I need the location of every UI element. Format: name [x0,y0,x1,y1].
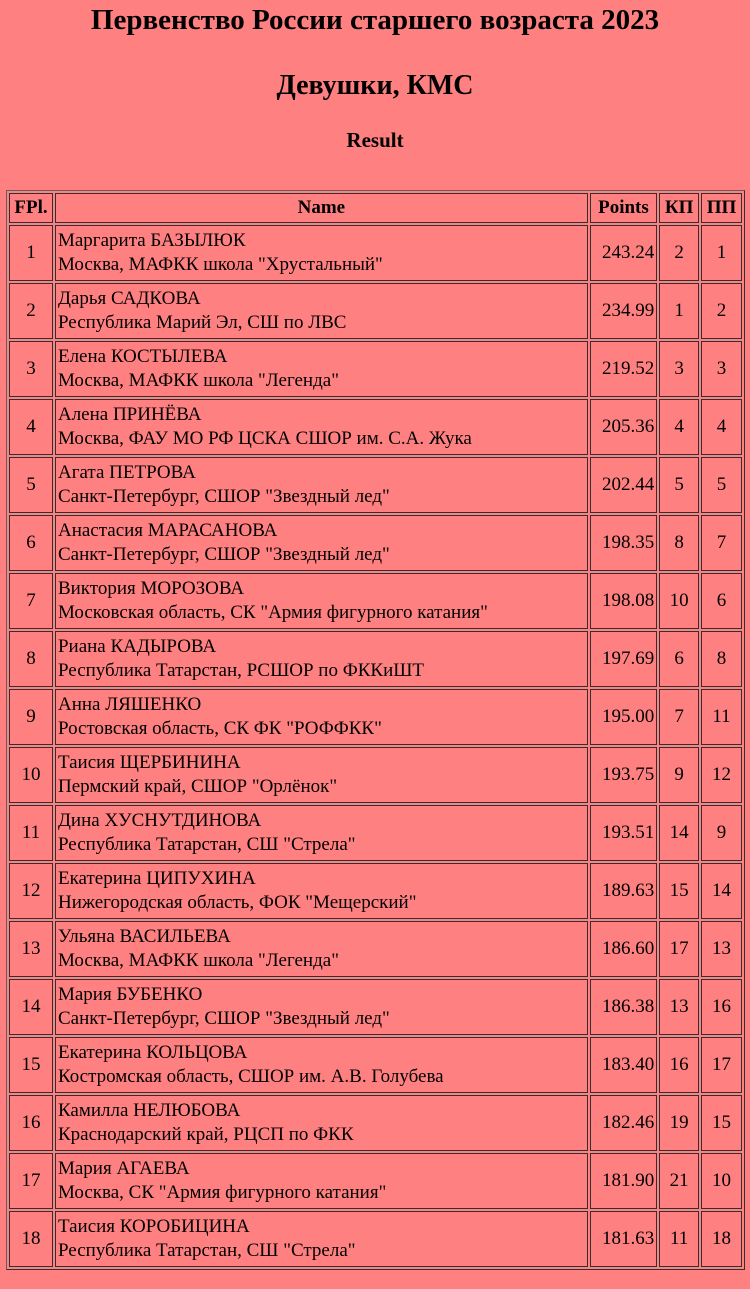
points-cell: 243.24 [590,225,657,281]
free-program-place-cell: 17 [701,1037,742,1093]
place-cell: 5 [9,457,53,513]
skater-name: Таисия ЩЕРБИНИНА [57,752,241,773]
skater-name: Камилла НЕЛЮБОВА [57,1100,241,1121]
short-program-place-cell: 8 [659,515,699,571]
free-program-place-cell: 18 [701,1211,742,1267]
results-body [9,225,742,1267]
points-cell: 197.69 [590,631,657,687]
skater-cell [55,573,588,629]
short-program-place-cell: 17 [659,921,699,977]
place-cell: 16 [9,1095,53,1151]
short-program-place-cell: 4 [659,399,699,455]
free-program-place-cell: 12 [701,747,742,803]
short-program-place-cell: 14 [659,805,699,861]
table-row [9,573,742,629]
table-row [9,225,742,281]
short-program-place-cell: 2 [659,225,699,281]
results-table [6,190,745,1270]
skater-cell [55,863,588,919]
free-program-place-cell: 9 [701,805,742,861]
skater-name: Дарья САДКОВА [57,288,201,309]
skater-name: Дина ХУСНУТДИНОВА [57,810,262,831]
skater-cell [55,1095,588,1151]
place-cell: 14 [9,979,53,1035]
skater-club: Пермский край, СШОР "Орлёнок" [57,776,338,797]
points-cell: 189.63 [590,863,657,919]
short-program-place-cell: 7 [659,689,699,745]
short-program-place-cell: 1 [659,283,699,339]
free-program-place-cell: 4 [701,399,742,455]
points-cell: 205.36 [590,399,657,455]
short-program-place-cell: 15 [659,863,699,919]
skater-cell [55,225,588,281]
column-header-points: Points [590,193,657,223]
points-cell: 198.08 [590,573,657,629]
skater-name: Таисия КОРОБИЦИНА [57,1216,250,1237]
skater-name: Агата ПЕТРОВА [57,462,196,483]
short-program-place-cell: 3 [659,341,699,397]
short-program-place-cell: 6 [659,631,699,687]
table-row [9,747,742,803]
skater-name: Ульяна ВАСИЛЬЕВА [57,926,231,947]
skater-name: Анна ЛЯШЕНКО [57,694,202,715]
points-cell: 193.75 [590,747,657,803]
free-program-place-cell: 11 [701,689,742,745]
short-program-place-cell: 10 [659,573,699,629]
table-row [9,863,742,919]
skater-cell [55,805,588,861]
free-program-place-cell: 16 [701,979,742,1035]
skater-club: Санкт-Петербург, СШОР "Звездный лед" [57,486,390,507]
short-program-place-cell: 11 [659,1211,699,1267]
short-program-place-cell: 21 [659,1153,699,1209]
points-cell: 202.44 [590,457,657,513]
section-title: Result [346,128,404,152]
skater-name: Риана КАДЫРОВА [57,636,217,657]
short-program-place-cell: 16 [659,1037,699,1093]
table-row [9,457,742,513]
place-cell: 3 [9,341,53,397]
table-row [9,1095,742,1151]
skater-cell [55,1153,588,1209]
points-cell: 198.35 [590,515,657,571]
place-cell: 12 [9,863,53,919]
skater-cell [55,1211,588,1267]
skater-club: Санкт-Петербург, СШОР "Звездный лед" [57,544,390,565]
skater-cell [55,689,588,745]
skater-club: Республика Татарстан, СШ "Стрела" [57,1240,356,1261]
skater-name: Екатерина ЦИПУХИНА [57,868,256,889]
page-title: Первенство России старшего возраста 2023 [90,4,660,36]
free-program-place-cell: 10 [701,1153,742,1209]
skater-cell [55,1037,588,1093]
place-cell: 18 [9,1211,53,1267]
table-row [9,1211,742,1267]
place-cell: 13 [9,921,53,977]
place-cell: 6 [9,515,53,571]
free-program-place-cell: 2 [701,283,742,339]
free-program-place-cell: 1 [701,225,742,281]
place-cell: 9 [9,689,53,745]
points-cell: 182.46 [590,1095,657,1151]
skater-cell [55,631,588,687]
free-program-place-cell: 15 [701,1095,742,1151]
place-cell: 11 [9,805,53,861]
skater-name: Алена ПРИНЁВА [57,404,202,425]
points-cell: 219.52 [590,341,657,397]
skater-name: Виктория МОРОЗОВА [57,578,245,599]
skater-name: Елена КОСТЫЛЕВА [57,346,228,367]
place-cell: 10 [9,747,53,803]
points-cell: 195.00 [590,689,657,745]
skater-cell [55,979,588,1035]
skater-club: Ростовская область, СК ФК "РОФФКК" [57,718,382,739]
skater-club: Республика Марий Эл, СШ по ЛВС [57,312,347,333]
skater-name: Маргарита БАЗЫЛЮК [57,230,246,251]
short-program-place-cell: 5 [659,457,699,513]
skater-name: Екатерина КОЛЬЦОВА [57,1042,248,1063]
column-header-place: FPl. [9,193,53,223]
skater-cell [55,283,588,339]
column-header-name: Name [55,193,588,223]
place-cell: 1 [9,225,53,281]
short-program-place-cell: 19 [659,1095,699,1151]
place-cell: 8 [9,631,53,687]
skater-club: Москва, МАФКК школа "Легенда" [57,950,339,971]
skater-club: Московская область, СК "Армия фигурного катания" [57,602,488,623]
skater-cell [55,515,588,571]
free-program-place-cell: 5 [701,457,742,513]
free-program-place-cell: 13 [701,921,742,977]
place-cell: 2 [9,283,53,339]
table-row [9,979,742,1035]
points-cell: 183.40 [590,1037,657,1093]
free-program-place-cell: 7 [701,515,742,571]
table-row [9,515,742,571]
place-cell: 4 [9,399,53,455]
place-cell: 15 [9,1037,53,1093]
free-program-place-cell: 3 [701,341,742,397]
table-row [9,921,742,977]
skater-name: Мария АГАЕВА [57,1158,190,1179]
points-cell: 181.90 [590,1153,657,1209]
place-cell: 7 [9,573,53,629]
skater-club: Республика Татарстан, СШ "Стрела" [57,834,356,855]
skater-club: Санкт-Петербург, СШОР "Звездный лед" [57,1008,390,1029]
skater-club: Москва, ФАУ МО РФ ЦСКА СШОР им. С.А. Жука [57,428,472,449]
skater-club: Республика Татарстан, РСШОР по ФККиШТ [57,660,425,681]
points-cell: 234.99 [590,283,657,339]
short-program-place-cell: 13 [659,979,699,1035]
table-row [9,1153,742,1209]
skater-club: Москва, СК "Армия фигурного катания" [57,1182,387,1203]
free-program-place-cell: 6 [701,573,742,629]
table-row [9,341,742,397]
free-program-place-cell: 14 [701,863,742,919]
table-header-row [9,193,742,223]
points-cell: 181.63 [590,1211,657,1267]
table-row [9,283,742,339]
table-row [9,805,742,861]
points-cell: 193.51 [590,805,657,861]
category-title: Девушки, КМС [276,70,474,101]
skater-cell [55,457,588,513]
column-header-pp: ПП [701,193,742,223]
points-cell: 186.60 [590,921,657,977]
table-row [9,399,742,455]
skater-name: Мария БУБЕНКО [57,984,203,1005]
skater-cell [55,747,588,803]
points-cell: 186.38 [590,979,657,1035]
skater-club: Москва, МАФКК школа "Хрустальный" [57,254,383,275]
skater-club: Костромская область, СШОР им. А.В. Голубева [57,1066,444,1087]
short-program-place-cell: 9 [659,747,699,803]
column-header-kp: КП [659,193,699,223]
skater-name: Анастасия МАРАСАНОВА [57,520,278,541]
skater-club: Краснодарский край, РЦСП по ФКК [57,1124,354,1145]
table-row [9,631,742,687]
skater-cell [55,341,588,397]
place-cell: 17 [9,1153,53,1209]
table-row [9,689,742,745]
skater-club: Москва, МАФКК школа "Легенда" [57,370,339,391]
skater-club: Нижегородская область, ФОК "Мещерский" [57,892,417,913]
free-program-place-cell: 8 [701,631,742,687]
skater-cell [55,921,588,977]
skater-cell [55,399,588,455]
table-row [9,1037,742,1093]
